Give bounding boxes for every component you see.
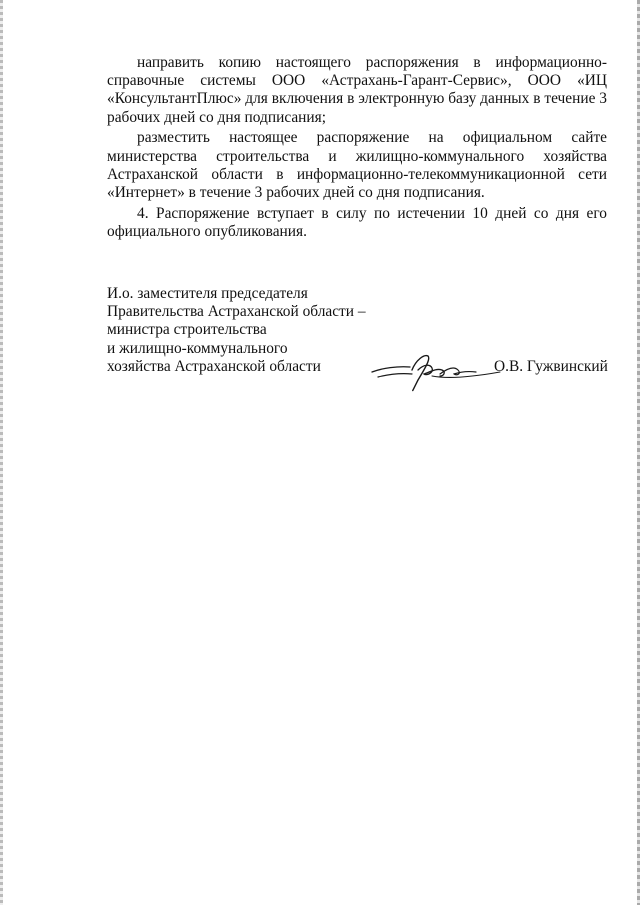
signatory-title-line: Правительства Астраханской области – [107,303,366,321]
scan-edge-left [0,0,3,905]
signatory-title-line: министра строительства [107,321,267,339]
paragraph-effective-date: 4. Распоряжение вступает в силу по истечении 10 дней со дня его официального опубликования. [107,204,607,240]
paragraph-official-site: разместить настоящее распоряжение на официальном сайте министерства строительства и жилищно-коммунального хозяйства Астраханской области в информационно-телекоммуникационной сети «Интернет» в течение 3 рабочих дней со дня подписания. [107,129,607,201]
handwritten-signature [368,346,508,396]
signatory-name: О.В. Гужвинский [494,358,608,375]
document-body [107,54,607,244]
paragraph-info-systems: направить копию настоящего распоряжения в информационно-справочные системы ООО «Астрахань-Гарант-Сервис», ООО «ИЦ «КонсультантПлюс» для включения в электронную базу данных в течение 3 рабочих дней со дня подписания; [107,54,607,126]
signatory-title-line: хозяйства Астраханской области [107,357,321,375]
signatory-title-line: и жилищно-коммунального [107,339,288,357]
signatory-title [107,285,377,376]
signatory-title-line: И.о. заместителя председателя [107,285,308,302]
